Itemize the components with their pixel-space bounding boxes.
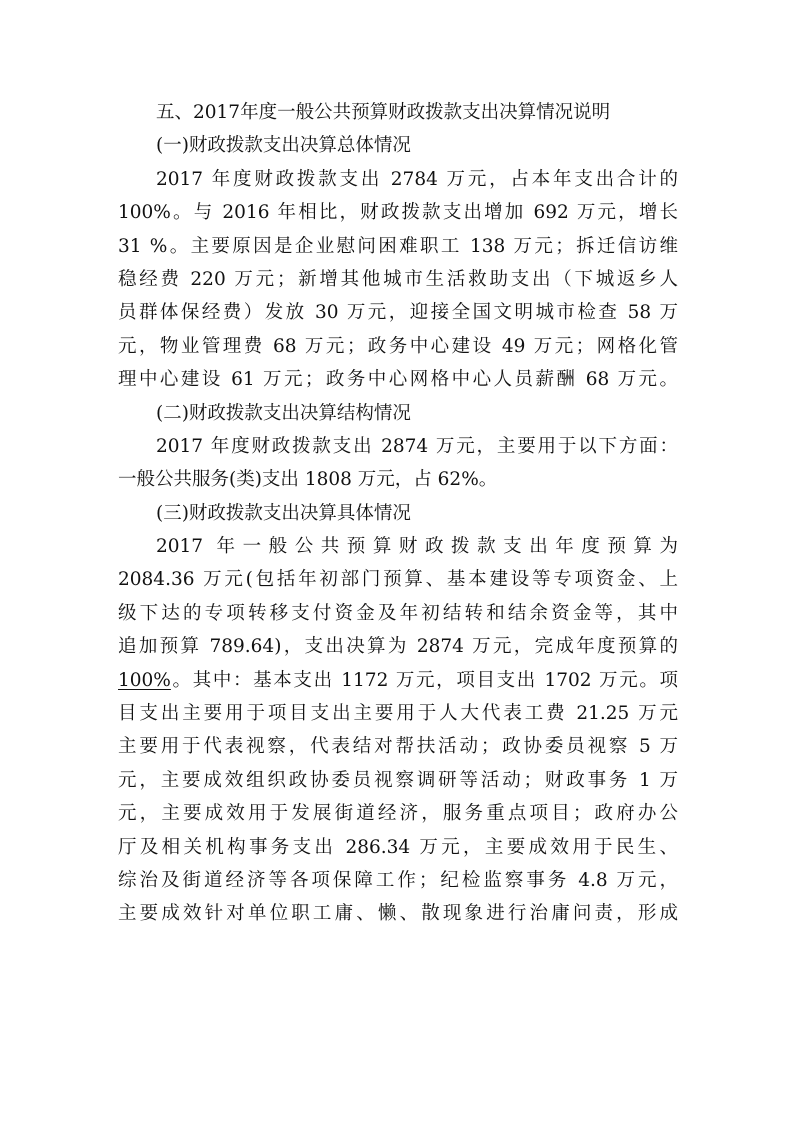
paragraph-line: 厅及相关机构事务支出 286.34 万元，主要成效用于民生、 [118,836,678,858]
paragraph-line: 2017 年度财政拨款支出 2784 万元，占本年支出合计的 [156,168,678,190]
paragraph-line: 稳经费 220 万元；新增其他城市生活救助支出（下城返乡人 [118,268,678,290]
section-title: 五、2017年度一般公共预算财政拨款支出决算情况说明 [156,102,611,123]
subsection-heading-overall: (一)财政拨款支出决算总体情况 [156,135,411,157]
paragraph-line: 理中心建设 61 万元；政务中心网格中心人员薪酬 68 万元。 [118,369,678,391]
paragraph-line: 级下达的专项转移支付资金及年初结转和结余资金等，其中 [118,602,678,624]
paragraph-line: 主要用于代表视察，代表结对帮扶活动；政协委员视察 5 万 [118,736,678,758]
paragraph-line: 元，物业管理费 68 万元；政务中心建设 49 万元；网格化管 [118,335,678,357]
underlined-percent: 100% [118,669,171,691]
paragraph-line: 追加预算 789.64)，支出决算为 2874 万元，完成年度预算的 [118,636,678,658]
paragraph-line: 综治及街道经济等各项保障工作；纪检监察事务 4.8 万元， [118,869,678,891]
document-page [118,96,678,931]
paragraph-line: 主要成效针对单位职工庸、懒、散现象进行治庸问责，形成 [118,903,678,925]
paragraph-line: 员群体保经费）发放 30 万元，迎接全国文明城市检查 58 万 [118,302,678,324]
paragraph-line-rest: 。其中：基本支出 1172 万元，项目支出 1702 万元。项 [170,669,678,691]
paragraph-line: 一般公共服务(类)支出 1808 万元，占 62%。 [118,469,498,491]
paragraph-line [118,664,678,697]
paragraph-line: 2017 年一般公共预算财政拨款支出年度预算为 [156,536,678,558]
paragraph-line: 元，主要成效组织政协委员视察调研等活动；财政事务 1 万 [118,769,678,791]
subsection-heading-structure: (二)财政拨款支出决算结构情况 [156,402,411,424]
paragraph-line: 目支出主要用于项目支出主要用于人大代表工费 21.25 万元 [118,703,678,725]
paragraph-line: 2017 年度财政拨款支出 2874 万元，主要用于以下方面： [156,435,678,457]
paragraph-line: 2084.36 万元(包括年初部门预算、基本建设等专项资金、上 [118,569,678,591]
subsection-heading-detail: (三)财政拨款支出决算具体情况 [156,502,411,524]
paragraph-line: 31 %。主要原因是企业慰问困难职工 138 万元；拆迁信访维 [118,235,678,257]
paragraph-line: 100%。与 2016 年相比，财政拨款支出增加 692 万元，增长 [118,202,678,224]
paragraph-line: 元，主要成效用于发展街道经济，服务重点项目；政府办公 [118,803,678,825]
